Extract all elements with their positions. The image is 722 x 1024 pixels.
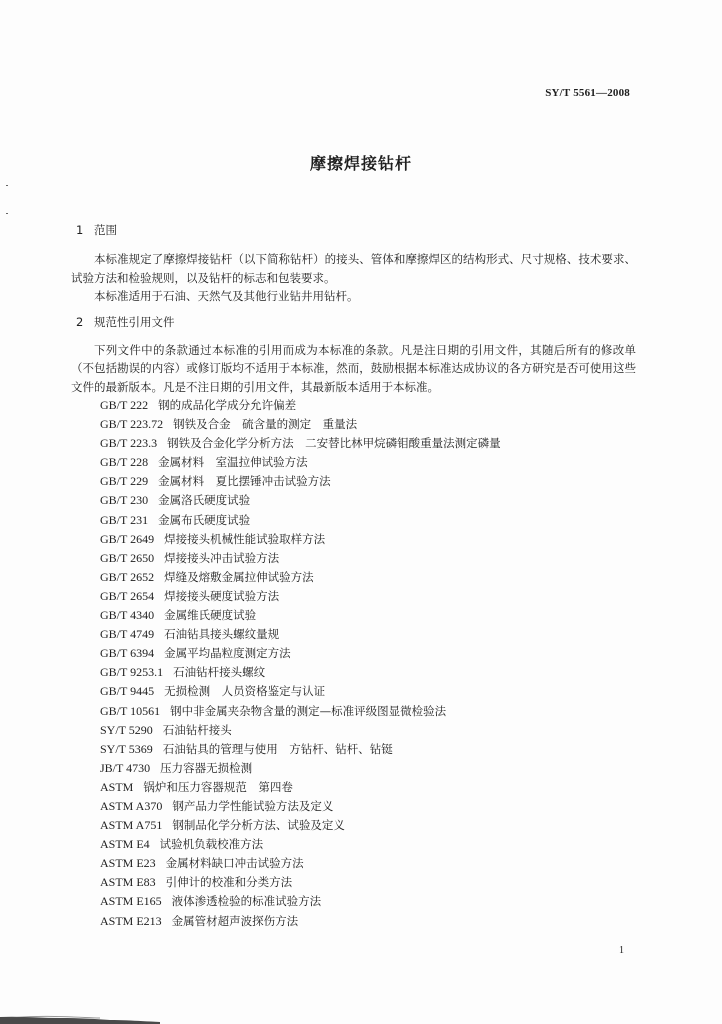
reference-code: ASTM E23 — [100, 856, 156, 871]
scan-speck — [6, 185, 8, 186]
reference-item — [100, 587, 636, 606]
reference-item — [100, 472, 636, 491]
reference-item — [100, 816, 636, 835]
reference-item — [100, 873, 636, 892]
reference-item — [100, 491, 636, 510]
reference-item — [100, 396, 636, 415]
references-intro-paragraph: 下列文件中的条款通过本标准的引用而成为本标准的条款。凡是注日期的引用文件，其随后所有的修改单（不包括勘误的内容）或修订版均不适用于本标准，然而，鼓励根据本标准达成协议的各方研究是否可使用这些文件的最新版本。凡是不注日期的引用文件，其最新版本适用于本标准。 — [71, 342, 636, 394]
reference-title: 引伸计的校准和分类方法 — [165, 875, 293, 890]
reference-item — [100, 912, 636, 931]
reference-title: 压力容器无损检测 — [160, 760, 253, 775]
reference-item — [100, 892, 636, 911]
reference-title: 金属材料 室温拉伸试验方法 — [158, 455, 308, 470]
reference-item — [100, 530, 636, 549]
page-number: 1 — [619, 945, 624, 956]
reference-code: ASTM E213 — [100, 913, 162, 928]
reference-item — [100, 835, 636, 854]
reference-title: 金属材料缺口冲击试验方法 — [165, 856, 304, 871]
reference-item — [100, 854, 636, 873]
reference-code: GB/T 230 — [100, 493, 149, 508]
section-title: 范围 — [94, 223, 117, 237]
reference-title: 石油钻杆接头 — [162, 722, 232, 737]
standard-code: SY/T 5561—2008 — [545, 87, 630, 99]
reference-code: GB/T 222 — [100, 398, 149, 412]
reference-list — [76, 396, 636, 931]
section-title: 规范性引用文件 — [94, 314, 175, 329]
reference-title: 焊接接头冲击试验方法 — [164, 550, 280, 565]
reference-code: ASTM E83 — [100, 875, 156, 890]
reference-code: SY/T 5369 — [100, 741, 153, 756]
reference-code: ASTM A751 — [100, 818, 163, 833]
reference-code: GB/T 4749 — [100, 627, 155, 642]
reference-code: GB/T 4340 — [100, 608, 155, 623]
reference-title: 钢产品力学性能试验方法及定义 — [172, 798, 334, 813]
reference-title: 钢制品化学分析方法、试验及定义 — [172, 818, 345, 833]
reference-code: GB/T 228 — [100, 455, 149, 470]
scope-paragraph: 本标准规定了摩擦焊接钻杆（以下简称钻杆）的接头、管体和摩擦焊区的结构形式、尺寸规格、技术要求、试验方法和检验规则，以及钻杆的标志和包装要求。 — [71, 252, 636, 285]
document-body — [71, 221, 636, 931]
reference-code: JB/T 4730 — [100, 760, 151, 775]
reference-title: 石油钻具接头螺纹量规 — [164, 627, 280, 642]
reference-code: GB/T 9253.1 — [100, 665, 164, 680]
reference-title: 金属平均晶粒度测定方法 — [164, 646, 291, 661]
reference-title: 金属布氏硬度试验 — [158, 512, 251, 527]
reference-title: 金属材料 夏比摆锤冲击试验方法 — [158, 474, 331, 489]
reference-title: 焊接接头硬度试验方法 — [164, 588, 280, 603]
reference-title: 液体渗透检验的标准试验方法 — [171, 894, 322, 909]
section-heading-scope — [76, 221, 636, 240]
reference-title: 焊缝及熔敷金属拉伸试验方法 — [164, 569, 314, 584]
reference-title: 锅炉和压力容器规范 第四卷 — [143, 779, 293, 794]
reference-code: GB/T 9445 — [100, 684, 155, 699]
reference-item — [100, 797, 636, 816]
reference-code: GB/T 2650 — [100, 550, 155, 565]
reference-title: 金属洛氏硬度试验 — [158, 493, 251, 508]
reference-item — [100, 625, 636, 644]
scan-speck — [6, 213, 8, 214]
reference-item — [100, 778, 636, 797]
reference-item — [100, 759, 636, 778]
reference-title: 焊接接头机械性能试验取样方法 — [164, 531, 326, 546]
reference-code: GB/T 2654 — [100, 588, 155, 603]
reference-item — [100, 663, 636, 682]
reference-code: GB/T 231 — [100, 512, 149, 527]
reference-item — [100, 415, 636, 434]
reference-code: GB/T 223.3 — [100, 436, 158, 451]
reference-code: GB/T 223.72 — [100, 417, 164, 432]
section-number: 2 — [76, 314, 84, 329]
reference-item — [100, 740, 636, 759]
reference-item — [100, 682, 636, 701]
reference-item — [100, 511, 636, 530]
reference-title: 钢铁及合金化学分析方法 二安替比林甲烷磷钼酸重量法测定磷量 — [167, 436, 501, 451]
reference-code: GB/T 229 — [100, 474, 149, 489]
reference-title: 无损检测 人员资格鉴定与认证 — [164, 684, 326, 699]
reference-title: 石油钻具的管理与使用 方钻杆、钻杆、钻铤 — [162, 741, 393, 756]
reference-item — [100, 702, 636, 721]
reference-item — [100, 721, 636, 740]
reference-code: ASTM — [100, 779, 134, 794]
reference-item — [100, 453, 636, 472]
reference-item — [100, 606, 636, 625]
reference-code: GB/T 2649 — [100, 531, 155, 546]
section-number: 1 — [76, 223, 84, 237]
section-heading-references — [76, 313, 636, 332]
reference-title: 钢铁及合金 硫含量的测定 重量法 — [173, 417, 358, 432]
reference-item — [100, 568, 636, 587]
reference-title: 试验机负载校准方法 — [159, 837, 264, 852]
document-title: 摩擦焊接钻杆 — [309, 154, 412, 173]
reference-title: 金属管材超声波探伤方法 — [171, 913, 299, 928]
applicability-paragraph: 本标准适用于石油、天然气及其他行业钻井用钻杆。 — [94, 289, 359, 303]
reference-code: ASTM E4 — [100, 837, 150, 852]
reference-code: GB/T 10561 — [100, 703, 161, 718]
reference-item — [100, 644, 636, 663]
reference-code: ASTM E165 — [100, 894, 162, 909]
scan-artifact — [0, 1008, 160, 1024]
reference-title: 石油钻杆接头螺纹 — [173, 665, 266, 680]
reference-code: ASTM A370 — [100, 798, 163, 813]
reference-item — [100, 549, 636, 568]
reference-item — [100, 434, 636, 453]
reference-code: GB/T 2652 — [100, 569, 155, 584]
reference-code: GB/T 6394 — [100, 646, 155, 661]
reference-title: 钢中非金属夹杂物含量的测定—标准评级图显微检验法 — [170, 703, 447, 718]
reference-title: 金属维氏硬度试验 — [164, 608, 257, 623]
reference-title: 钢的成品化学成分允许偏差 — [158, 398, 297, 412]
reference-code: SY/T 5290 — [100, 722, 153, 737]
